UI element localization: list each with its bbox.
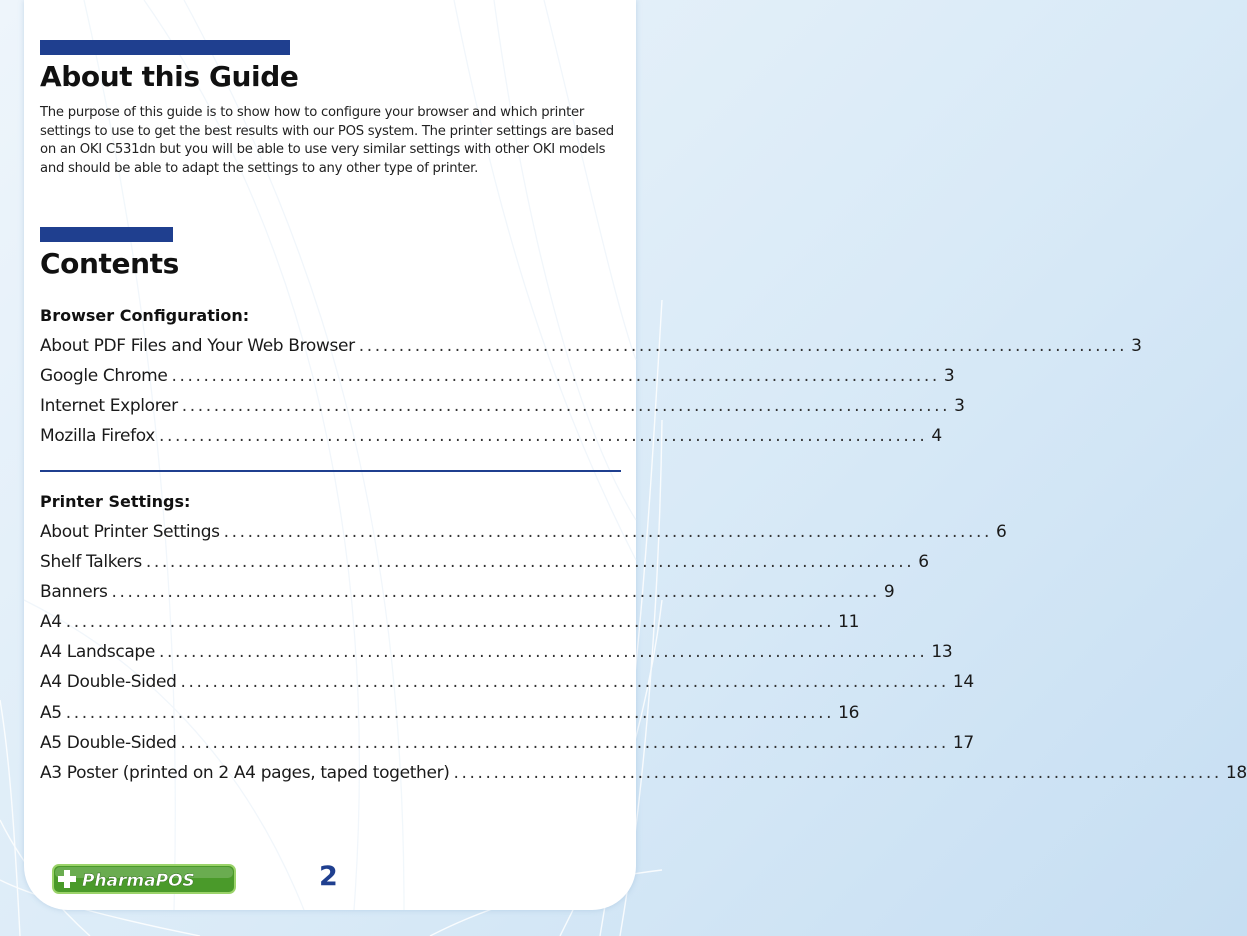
toc-entry-title: A3 Poster (printed on 2 A4 pages, taped together) (40, 762, 450, 783)
toc-entry[interactable] (40, 762, 1247, 793)
toc-entry-title: A5 (40, 702, 62, 723)
toc-leader-dots: ................................................................................................ (111, 582, 880, 603)
browser-toc-list (40, 336, 1142, 456)
toc-leader-dots: ................................................................................................ (223, 522, 993, 542)
section-divider (40, 470, 621, 472)
toc-leader-dots: ................................................................................................ (358, 336, 1128, 356)
logo-text: PharmaPOS (82, 871, 195, 891)
toc-entry-title: About PDF Files and Your Web Browser (40, 336, 355, 356)
toc-leader-dots: ................................................................................................ (65, 612, 835, 633)
toc-entry-title: Banners (40, 582, 108, 603)
toc-entry-title: Mozilla Firefox (40, 426, 155, 447)
toc-entry-page: 16 (838, 702, 860, 723)
toc-entry-title: Internet Explorer (40, 396, 178, 417)
about-paragraph: The purpose of this guide is to show how to configure your browser and which printer settings to use to get the best results with our POS system. The printer settings are based on an OKI C531dn but you will be able to use very similar settings with other OKI models and should be able to adapt the settings to any other type of printer. (40, 105, 614, 176)
contents-heading: Contents (40, 247, 179, 280)
toc-leader-dots: ................................................................................................ (453, 762, 1222, 783)
toc-entry-title: A4 Landscape (40, 642, 155, 663)
toc-entry-page: 17 (952, 732, 974, 753)
page-number: 2 (319, 861, 338, 892)
about-heading-bar (40, 40, 290, 55)
toc-leader-dots: ................................................................................................ (181, 396, 951, 417)
toc-entry[interactable] (40, 732, 974, 763)
toc-entry-page: 4 (931, 426, 942, 447)
toc-entry[interactable] (40, 702, 860, 733)
toc-entry-title: A4 Double-Sided (40, 672, 177, 693)
toc-entry-page: 14 (952, 672, 974, 693)
toc-entry[interactable] (40, 396, 965, 426)
toc-entry-page: 13 (931, 642, 953, 663)
toc-leader-dots: ................................................................................................ (159, 426, 928, 447)
toc-leader-dots: ................................................................................................ (65, 702, 835, 723)
toc-entry[interactable] (40, 366, 955, 396)
toc-entry-title: Shelf Talkers (40, 552, 142, 573)
toc-entry[interactable] (40, 642, 953, 672)
toc-entry[interactable] (40, 612, 860, 642)
toc-entry[interactable] (40, 336, 1142, 366)
toc-entry-page: 6 (918, 552, 929, 573)
toc-entry-page: 9 (883, 582, 895, 603)
toc-leader-dots: ................................................................................................ (145, 552, 915, 573)
toc-entry-page: 3 (1131, 336, 1142, 356)
toc-entry-title: A5 Double-Sided (40, 732, 177, 753)
toc-entry-page: 3 (954, 396, 965, 417)
toc-leader-dots: ................................................................................................ (171, 366, 940, 387)
about-heading: About this Guide (40, 60, 299, 93)
browser-section-heading: Browser Configuration: (40, 306, 250, 325)
toc-entry-page: 3 (943, 366, 955, 387)
toc-entry[interactable] (40, 582, 895, 612)
toc-entry[interactable] (40, 426, 942, 456)
toc-entry-title: Google Chrome (40, 366, 168, 387)
toc-entry-page: 11 (838, 612, 860, 633)
toc-entry[interactable] (40, 522, 1007, 552)
toc-entry-title: A4 (40, 612, 62, 633)
printer-section-heading: Printer Settings: (40, 492, 191, 511)
contents-heading-bar (40, 227, 173, 242)
toc-leader-dots: ................................................................................................ (158, 642, 928, 663)
toc-leader-dots: ................................................................................................ (180, 672, 949, 693)
toc-entry-page: 18 (1225, 762, 1247, 783)
toc-entry[interactable] (40, 672, 974, 702)
pharmapos-logo (52, 864, 236, 894)
toc-entry[interactable] (40, 552, 929, 582)
toc-entry-page: 6 (996, 522, 1007, 542)
printer-toc-list (40, 522, 1247, 793)
toc-leader-dots: ................................................................................................ (180, 732, 949, 753)
toc-entry-title: About Printer Settings (40, 522, 220, 542)
